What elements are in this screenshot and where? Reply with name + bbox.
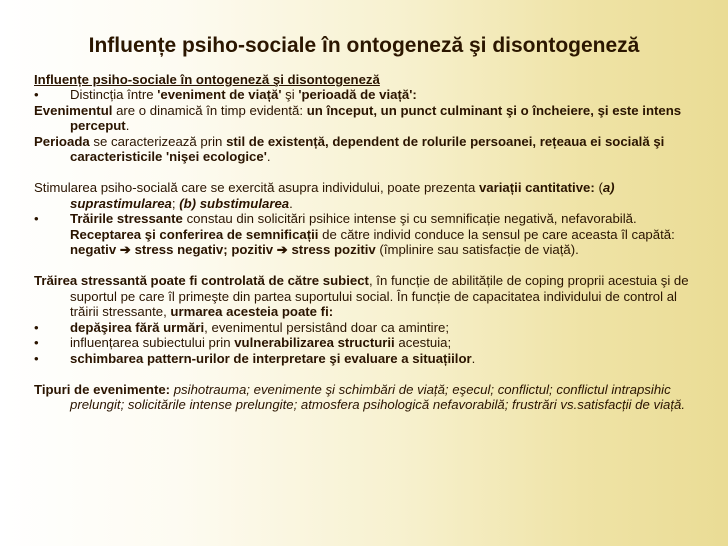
text: influențarea subiectului prin xyxy=(70,335,235,351)
subtitle xyxy=(34,72,694,87)
text: Distincția între xyxy=(70,87,158,103)
text: , evenimentul persistând doar ca amintire; xyxy=(204,319,449,335)
bullet-icon: • xyxy=(34,350,39,366)
text: , în funcție de abilitățile de coping proprii acestuia şi de suportul pe care îl primeşte din partea suportului social. În funcție de capacitatea individului de control al trăirii stressante, xyxy=(70,273,689,320)
slide-content xyxy=(34,72,694,413)
text-bold: variații cantitative: xyxy=(478,180,595,196)
bullet-icon: • xyxy=(34,335,39,351)
text: . xyxy=(125,118,130,134)
arrow-right-icon: ➔ xyxy=(276,242,288,258)
text-bold: Tipuri de evenimente: xyxy=(34,381,171,397)
bullet-pattern xyxy=(34,351,694,366)
bullet-overcome xyxy=(34,320,694,335)
text-bold: depăşirea fără urmări xyxy=(70,319,205,335)
bullet-distinction xyxy=(34,87,694,102)
text-bold: Evenimentul xyxy=(34,102,113,118)
text: se caracterizează prin xyxy=(89,133,227,149)
text-bold: negativ xyxy=(70,242,117,258)
spacer xyxy=(34,366,694,382)
subtitle-text: Influențe psiho-sociale în ontogeneză şi disontogeneză xyxy=(34,72,380,87)
text: de către individ conduce la sensul pe care aceasta îl capătă: xyxy=(318,226,675,242)
text: . xyxy=(471,350,476,366)
text: (împlinire sau satisfacție de viață). xyxy=(375,242,579,258)
bullet-influence xyxy=(34,335,694,350)
control-paragraph xyxy=(34,273,694,319)
text: . xyxy=(289,195,293,211)
text-bold: schimbarea pattern-urilor de interpretare şi evaluare a situațiilor xyxy=(70,350,472,366)
text-bold: stress pozitiv xyxy=(287,242,376,258)
text-bold: Trăirile stressante xyxy=(70,211,183,227)
bullet-icon: • xyxy=(34,211,39,227)
text-bold: 'eveniment de viață' xyxy=(157,87,282,103)
event-types-paragraph xyxy=(34,382,694,413)
text-bold: Receptarea şi conferirea de semnificații xyxy=(70,226,319,242)
bullet-icon: • xyxy=(34,319,39,335)
period-paragraph xyxy=(34,134,694,165)
text: ; xyxy=(171,195,180,211)
text: ( xyxy=(594,180,603,196)
text-bold: un început, un punct culminant şi o încheiere, şi este intens perceput xyxy=(70,102,682,134)
text-bold: urmarea acesteia poate fi: xyxy=(170,304,334,320)
text-bold: Trăirea stressantă poate fi controlată de către subiect xyxy=(34,273,369,289)
stimulation-paragraph xyxy=(34,180,694,211)
text-bold: Perioada xyxy=(34,133,90,149)
text-bold-italic: a) suprastimularea xyxy=(70,180,615,211)
text-bold: stress negativ; pozitiv xyxy=(130,242,277,258)
text: Stimularea psiho-socială care se exercită asupra individului, poate prezenta xyxy=(34,180,479,196)
text: are o dinamică în timp evidentă: xyxy=(112,102,307,118)
text-bold: 'perioadă de viață': xyxy=(298,87,417,103)
text: constau din solicitări psihice intense şi cu semnificație negativă, nefavorabilă. xyxy=(182,211,637,227)
bullet-stress xyxy=(34,211,694,257)
spacer xyxy=(34,164,694,180)
slide-title: Influențe psiho-sociale în ontogeneză şi disontogeneză xyxy=(88,34,640,57)
text: . xyxy=(266,149,271,165)
text: şi xyxy=(281,87,299,103)
bullet-icon: • xyxy=(34,87,39,103)
spacer xyxy=(34,257,694,273)
text-bold-italic: (b) substimularea xyxy=(179,195,290,211)
text: acestuia; xyxy=(394,335,452,351)
text-italic: psihotrauma; evenimente şi schimbări de viață; eşecul; conflictul; conflictul intrapsihic prelungit; solicitările intense prelungite; atmosfera psihologică nefavorabilă; frustrări vs.satisfacții de viață. xyxy=(70,381,685,413)
arrow-right-icon: ➔ xyxy=(119,242,131,258)
event-paragraph xyxy=(34,103,694,134)
text-bold: stil de existență, dependent de rolurile persoanei, rețeaua ei socială şi caracteristicile 'nişei ecologice' xyxy=(70,133,665,165)
text-bold: vulnerabilizarea structurii xyxy=(234,335,395,351)
